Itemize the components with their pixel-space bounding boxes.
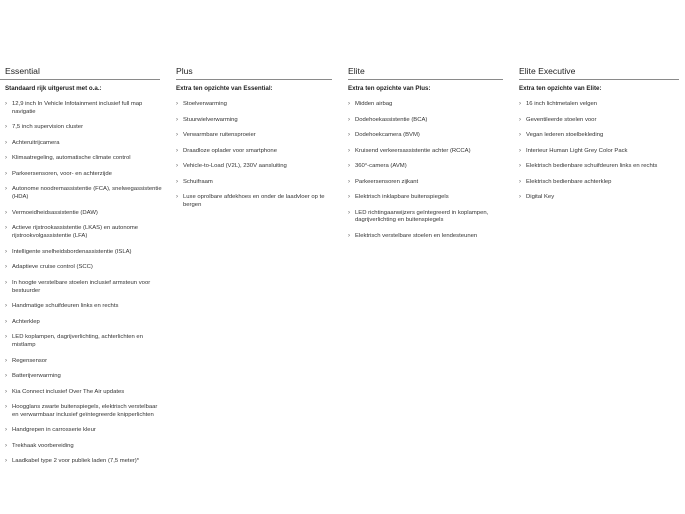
list-item-text: 360°-camera (AVM): [355, 163, 407, 169]
chevron-right-icon: ›: [5, 303, 7, 310]
list-item: [519, 117, 679, 125]
chevron-right-icon: ›: [176, 147, 178, 154]
chevron-right-icon: ›: [176, 163, 178, 169]
list-item: [5, 140, 165, 148]
chevron-right-icon: ›: [5, 404, 7, 411]
chevron-right-icon: ›: [5, 388, 7, 395]
list-item-text: Elektrisch bedienbare achterklep: [526, 178, 612, 185]
chevron-right-icon: ›: [5, 318, 7, 325]
list-item-text: Stoelverwarming: [183, 101, 227, 107]
divider: [0, 79, 160, 80]
list-item: [5, 264, 165, 272]
list-item-text: Digital Key: [526, 194, 555, 200]
divider: [519, 79, 679, 80]
list-item-text: Regensensor: [12, 357, 48, 364]
chevron-right-icon: ›: [5, 279, 7, 286]
column-title: Elite: [348, 66, 365, 76]
list-item: [5, 458, 165, 466]
list-item: [519, 179, 679, 187]
list-item: [5, 124, 165, 132]
list-item-text: Hoogglans zwarte buitenspiegels, elektrisch verstelbaar en verwarmbaar inclusief geïntegreerde knipperlichten: [12, 404, 158, 418]
chevron-right-icon: ›: [176, 101, 178, 107]
list-item: [348, 163, 508, 171]
list-item-text: 16 inch lichtmetalen velgen: [526, 101, 598, 107]
column-plus: [171, 64, 343, 474]
chevron-right-icon: ›: [5, 334, 7, 341]
list-item: [519, 163, 679, 171]
list-item: [176, 117, 337, 125]
column-subtitle: Standaard rijk uitgerust met o.a.:: [5, 85, 102, 92]
chevron-right-icon: ›: [519, 101, 521, 107]
list-item-text: Stuurwielverwarming: [183, 116, 238, 123]
column-subtitle: Extra ten opzichte van Plus:: [348, 85, 431, 92]
list-item-text: Vermoeidheidsassistentie (DAW): [12, 209, 98, 216]
chevron-right-icon: ›: [5, 139, 7, 146]
feature-list: [519, 101, 679, 202]
list-item-text: Elektrisch verstelbare stoelen en lendesteunen: [355, 232, 478, 239]
trim-comparison: [0, 64, 685, 474]
list-item-text: Klimaatregeling, automatische climate control: [12, 155, 131, 162]
list-item: [176, 163, 337, 171]
column-title: Essential: [5, 66, 40, 76]
list-item-text: LED koplampen, dagrijverlichting, achterlichten en mistlamp: [12, 334, 143, 349]
list-item: [5, 101, 165, 117]
list-item-text: Handmatige schuifdeuren links en rechts: [12, 303, 119, 310]
chevron-right-icon: ›: [348, 163, 350, 169]
list-item: [5, 404, 165, 420]
divider: [348, 79, 503, 80]
list-item-text: Autonome noodremassistentie (FCA), snelwegassistentie (HDA): [12, 186, 162, 201]
list-item-text: Laadkabel type 2 voor publiek laden (7,5 meter)*: [12, 458, 140, 465]
list-item: [176, 179, 337, 187]
list-item: [348, 179, 508, 187]
feature-list: [348, 101, 508, 241]
list-item-text: Luxe oprolbare afdekhoes en onder de laadvloer op te bergen: [183, 194, 325, 208]
chevron-right-icon: ›: [519, 163, 521, 169]
chevron-right-icon: ›: [519, 147, 521, 154]
list-item-text: Dodehoekcamera (BVM): [355, 132, 420, 138]
chevron-right-icon: ›: [5, 248, 7, 255]
chevron-right-icon: ›: [348, 101, 350, 107]
chevron-right-icon: ›: [5, 124, 7, 131]
list-item: [176, 132, 337, 140]
list-item: [348, 132, 508, 140]
chevron-right-icon: ›: [519, 194, 521, 200]
feature-list: [176, 101, 337, 210]
list-item: [5, 171, 165, 179]
chevron-right-icon: ›: [348, 194, 350, 200]
list-item: [5, 373, 165, 381]
list-item: [176, 148, 337, 156]
list-item-text: Achterklep: [12, 318, 40, 325]
list-item: [348, 210, 508, 226]
list-item-text: Midden airbag: [355, 101, 393, 107]
list-item: [5, 443, 165, 451]
list-item-text: Kia Connect inclusief Over The Air updates: [12, 388, 125, 395]
list-item: [176, 101, 337, 109]
list-item: [519, 101, 679, 109]
chevron-right-icon: ›: [348, 232, 350, 239]
chevron-right-icon: ›: [5, 458, 7, 465]
chevron-right-icon: ›: [5, 357, 7, 364]
column-elite: [343, 64, 514, 474]
chevron-right-icon: ›: [348, 147, 350, 154]
feature-list: [5, 101, 165, 466]
list-item: [5, 186, 165, 202]
list-item-text: Adaptieve cruise control (SCC): [12, 264, 93, 271]
chevron-right-icon: ›: [5, 186, 7, 193]
list-item: [5, 389, 165, 397]
chevron-right-icon: ›: [5, 373, 7, 380]
divider: [176, 79, 332, 80]
list-item: [5, 427, 165, 435]
list-item-text: Handgrepen in carrosserie kleur: [12, 427, 96, 434]
list-item-text: Trekhaak voorbereiding: [12, 442, 74, 449]
chevron-right-icon: ›: [176, 116, 178, 123]
column-essential: [0, 64, 171, 474]
list-item: [519, 194, 679, 202]
chevron-right-icon: ›: [176, 194, 178, 200]
list-item: [5, 210, 165, 218]
list-item: [348, 101, 508, 109]
list-item-text: Elektrisch bedienbare schuifdeuren links en rechts: [526, 163, 658, 169]
list-item-text: Schuifraam: [183, 178, 213, 185]
chevron-right-icon: ›: [348, 132, 350, 138]
list-item: [5, 280, 165, 296]
list-item: [348, 194, 508, 202]
list-item-text: Elektrisch inklapbare buitenspiegels: [355, 194, 449, 200]
chevron-right-icon: ›: [5, 427, 7, 434]
list-item: [5, 225, 165, 241]
chevron-right-icon: ›: [5, 209, 7, 216]
list-item: [5, 319, 165, 327]
column-subtitle: Extra ten opzichte van Elite:: [519, 85, 602, 92]
chevron-right-icon: ›: [176, 178, 178, 185]
chevron-right-icon: ›: [5, 155, 7, 162]
list-item-text: In hoogte verstelbare stoelen inclusief armsteun voor bestuurder: [12, 279, 151, 294]
list-item-text: Parkeersensoren zijkant: [355, 178, 419, 185]
list-item-text: Batterijverwarming: [12, 373, 61, 380]
list-item-text: Kruisend verkeersassistentie achter (RCCA): [355, 147, 471, 154]
chevron-right-icon: ›: [348, 178, 350, 185]
chevron-right-icon: ›: [348, 209, 350, 216]
list-item-text: LED richtingaanwijzers geïntegreerd in koplampen, dagrijverlichting en buitenspiegels: [355, 209, 489, 224]
list-item-text: Draadloze oplader voor smartphone: [183, 147, 277, 154]
list-item: [519, 148, 679, 156]
list-item-text: Interieur Human Light Grey Color Pack: [526, 147, 628, 154]
chevron-right-icon: ›: [5, 225, 7, 232]
list-item: [348, 148, 508, 156]
list-item-text: Achteruitrijcamera: [12, 139, 60, 146]
list-item-text: Vegan lederen stoelbekleding: [526, 132, 604, 138]
chevron-right-icon: ›: [519, 132, 521, 138]
chevron-right-icon: ›: [5, 442, 7, 449]
list-item-text: Intelligente snelheidsbordenassistentie (ISLA): [12, 248, 132, 255]
list-item-text: 12,9 inch In Vehicle Infotainment inclusief full map navigatie: [12, 101, 143, 115]
chevron-right-icon: ›: [519, 178, 521, 185]
list-item-text: Vehicle-to-Load (V2L), 230V aansluiting: [183, 163, 287, 169]
column-subtitle: Extra ten opzichte van Essential:: [176, 85, 273, 92]
list-item-text: 7,5 inch supervision cluster: [12, 124, 84, 131]
column-title: Elite Executive: [519, 66, 576, 76]
list-item-text: Actieve rijstrookassistentie (LKAS) en autonome rijstrookvolgassistentie (LFA): [12, 225, 139, 240]
list-item: [176, 194, 337, 210]
list-item: [5, 334, 165, 350]
list-item-text: Dodehoekassistentie (BCA): [355, 116, 428, 123]
chevron-right-icon: ›: [176, 132, 178, 138]
list-item: [519, 132, 679, 140]
column-title: Plus: [176, 66, 193, 76]
list-item-text: Parkeersensoren, voor- en achterzijde: [12, 170, 112, 177]
list-item: [348, 117, 508, 125]
list-item-text: Verwarmbare ruitensproeier: [183, 132, 256, 138]
chevron-right-icon: ›: [519, 116, 521, 123]
chevron-right-icon: ›: [5, 101, 7, 107]
list-item: [5, 249, 165, 257]
chevron-right-icon: ›: [5, 264, 7, 271]
list-item-text: Geventileerde stoelen voor: [526, 116, 597, 123]
list-item: [348, 233, 508, 241]
list-item: [5, 358, 165, 366]
list-item: [5, 155, 165, 163]
list-item: [5, 303, 165, 311]
chevron-right-icon: ›: [5, 170, 7, 177]
column-elite-executive: [514, 64, 685, 474]
chevron-right-icon: ›: [348, 116, 350, 123]
